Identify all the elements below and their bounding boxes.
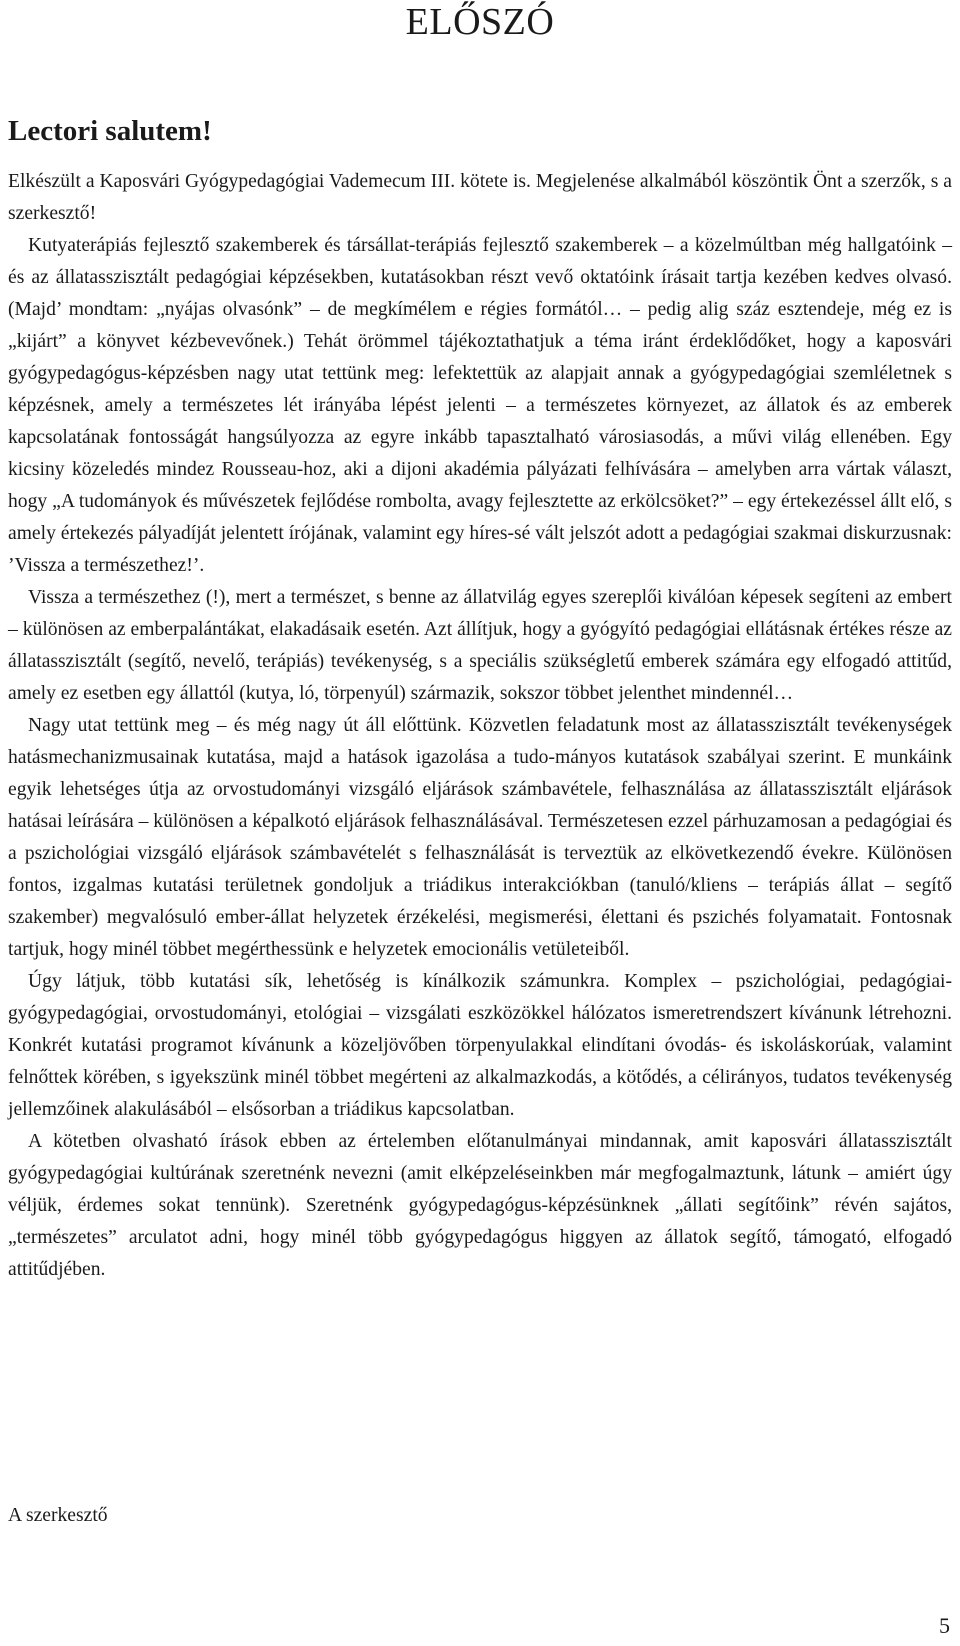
- editor-signature: A szerkesztő: [8, 1505, 108, 1526]
- preface-body: [8, 166, 952, 1286]
- paragraph-volume-studies: A kötetben olvasható írások ebben az értelemben előtanulmányai mindannak, amit kaposvári állatasszisztált gyógypedagógiai kultúrának szeretnénk nevezni (amit elképzeléseinkben már megfogalmaztunk, látunk – amiért úgy véljük, érdemes sokat tennünk). Szeretnénk gyógypedagógus-képzésünknek „állati segítőink” révén sajátos, „természetes” arculatot adni, hogy minél több gyógypedagógus higgyen az állatok segítő, támogató, elfogadó attitűdjében.: [8, 1131, 952, 1280]
- paragraph-back-to-nature: Vissza a természethez (!), mert a természet, s benne az állatvilág egyes szereplői kiválóan képesek segíteni az embert – különösen az emberpalántákat, elakadásaik esetén. Azt állítjuk, hogy a gyógyító pedagógiai ellátásnak értékes része az állatasszisztált (segítő, nevelő, terápiás) tevékenység, s a speciális szükségletű emberek számára egy elfogadó attitűd, amely ez esetben egy állattól (kutya, ló, törpenyúl) származik, sokszor többet jelenthet mindennél…: [8, 587, 952, 704]
- paragraph-research-tasks: Nagy utat tettünk meg – és még nagy út áll előttünk. Közvetlen feladatunk most az állatasszisztált tevékenységek hatásmechanizmusainak kutatása, majd a hatások igazolása a tudo-mányos kutatások szabályai szerint. E munkáink egyik lehetséges útja az orvostudományi vizsgáló eljárások számbavétele, felhasználása az állatasszisztált eljárások hatásai leírására – különösen a képalkotó eljárások felhasználásával. Természetesen ezzel párhuzamosan a pedagógiai és a pszichológiai vizsgáló eljárások számbavételét s felhasználását is terveztük az elkövetkezendő évekre. Különösen fontos, izgalmas kutatási területnek gondoljuk a triádikus interakciókban (tanuló/kliens – terápiás állat – segítő szakember) megvalósuló ember-állat helyzetek érzékelési, megismerési, élettani és pszichés folyamatait. Fontosnak tartjuk, hogy minél többet megérthessünk e helyzetek emocionális vetületeiből.: [8, 715, 952, 960]
- page-title: ELŐSZÓ: [405, 1, 555, 43]
- paragraph-research-plans: Úgy látjuk, több kutatási sík, lehetőség is kínálkozik számunkra. Komplex – pszichológiai, pedagógiai-gyógypedagógiai, orvostudományi, etológiai – vizsgálati eszközökkel hálózatos ismeretrendszert kívánunk létrehozni. Konkrét kutatási programot kívánunk a közeljövőben törpenyulakkal elindítani óvodás- és iskoláskorúak, valamint felnőttek körében, s igyekszünk minél többet megérteni az alkalmazkodás, a kötődés, a célirányos, tudatos tevékenység jellemzőinek alakulásából – elsősorban a triádikus kapcsolatban.: [8, 971, 952, 1120]
- paragraph-intro: Elkészült a Kaposvári Gyógypedagógiai Vademecum III. kötete is. Megjelenése alkalmából köszöntik Önt a szerzők, s a szerkesztő!: [8, 171, 952, 224]
- paragraph-authors: Kutyaterápiás fejlesztő szakemberek és társállat-terápiás fejlesztő szakemberek – a közelmúltban még hallgatóink – és az állatasszisztált pedagógiai képzésekben, kutatásokban részt vevő oktatóink írásait tartja kezében kedves olvasó. (Majd’ mondtam: „nyájas olvasónk” – de megkímélem e régies formától… – pedig alig száz esztendeje, még ez is „kijárt” a könyvet kézbevevőnek.) Tehát örömmel tájékoztathatjuk a téma iránt érdeklődőket, hogy a kaposvári gyógypedagógus-képzésben nagy utat tettünk meg: lefektettük az alapjait annak a gyógypedagógiai szemléletnek s képzésnek, amely a természetes lét irányába lépést jelenti – a természetes környezet, az állatok és az emberek kapcsolatának fontosságát hangsúlyozza az egyre inkább tapasztalható városiasodás, a művi világ ellenében. Egy kicsiny közeledés mindez Rousseau-hoz, aki a dijoni akadémia pályázati felhívására – amelyben arra vártak választ, hogy „A tudományok és művészetek fejlődése rombolta, avagy fejlesztette az erkölcsöket?” – egy értekezéssel állt elő, s amely értekezés pályadíját jelentett írójának, valamint egy híres-sé vált jelszót adott a pedagógiai szakmai diskurzusnak: ’Vissza a természethez!’.: [8, 235, 952, 576]
- greeting-heading: Lectori salutem!: [8, 115, 212, 147]
- page-number: 5: [939, 1613, 950, 1638]
